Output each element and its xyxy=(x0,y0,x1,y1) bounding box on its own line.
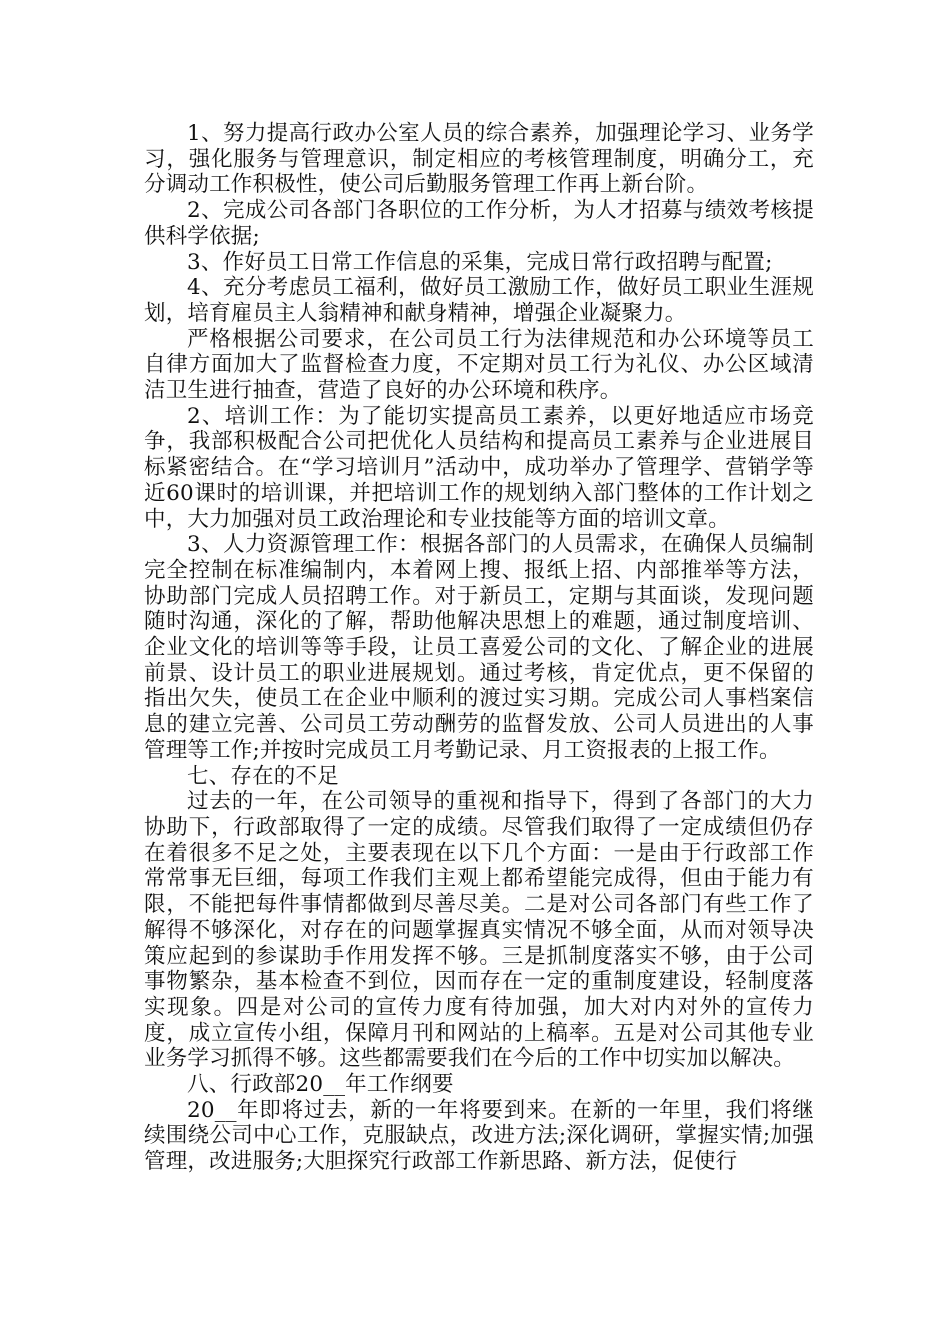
section-heading-shortcomings: 七、存在的不足 xyxy=(187,763,339,789)
paragraph-goal-2: 2、完成公司各部门各职位的工作分析，为人才招募与绩效考核提供科学依据; xyxy=(144,198,814,249)
paragraph-hr-management: 3、人力资源管理工作：根据各部门的人员需求，在确保人员编制完全控制在标准编制内，本着网上搜、报纸上招、内部推举等方法，协助部门完成人员招聘工作。对于新员工，定期与其面谈，发现问题随时沟通，深化的了解，帮助他解决思想上的难题，通过制度培训、企业文化的培训等等手段，让员工喜爱公司的文化、了解企业的进展前景、设计员工的职业进展规划。通过考核，肯定优点，更不保留的指出欠失，使员工在企业中顺利的渡过实习期。完成公司人事档案信息的建立完善、公司员工劳动酬劳的监督发放、公司人员进出的人事管理等工作;并按时完成员工月考勤记录、月工资报表的上报工作。 xyxy=(144,532,814,763)
paragraph-goal-3: 3、作好员工日常工作信息的采集，完成日常行政招聘与配置; xyxy=(187,249,773,275)
paragraph-goal-4: 4、充分考虑员工福利，做好员工激励工作，做好员工职业生涯规划，培育雇员主人翁精神和献身精神，增强企业凝聚力。 xyxy=(144,275,814,326)
document-body xyxy=(144,121,814,1175)
paragraph-discipline: 严格根据公司要求，在公司员工行为法律规范和办公环境等员工自律方面加大了监督检查力度，不定期对员工行为礼仪、办公区域清洁卫生进行抽查，营造了良好的办公环境和秩序。 xyxy=(144,326,814,404)
paragraph-shortcomings: 过去的一年，在公司领导的重视和指导下，得到了各部门的大力协助下，行政部取得了一定的成绩。尽管我们取得了一定成绩但仍存在着很多不足之处，主要表现在以下几个方面：一是由于行政部工作常常事无巨细，每项工作我们主观上都希望能完成得，但由于能力有限，不能把每件事情都做到尽善尽美。二是对公司各部门有些工作了解得不够深化，对存在的问题掌握真实情况不够全面，从而对领导决策应起到的参谋助手作用发挥不够。三是抓制度落实不够，由于公司事物繁杂，基本检查不到位，因而存在一定的重制度建设，轻制度落实现象。四是对公司的宣传力度有待加强，加大对内对外的宣传力度，成立宣传小组，保障月刊和网站的上稿率。五是对公司其他专业业务学习抓得不够。这些都需要我们在今后的工作中切实加以解决。 xyxy=(144,789,814,1072)
paragraph-goal-1: 1、努力提高行政办公室人员的综合素养，加强理论学习、业务学习，强化服务与管理意识，制定相应的考核管理制度，明确分工，充分调动工作积极性，使公司后勤服务管理工作再上新台阶。 xyxy=(144,121,814,198)
paragraph-training: 2、培训工作：为了能切实提高员工素养，以更好地适应市场竞争，我部积极配合公司把优化人员结构和提高员工素养与企业进展目标紧密结合。在“学习培训月”活动中，成功举办了管理学、营销学等近60课时的培训课，并把培训工作的规划纳入部门整体的工作计划之中，大力加强对员工政治理论和专业技能等方面的培训文章。 xyxy=(144,403,814,532)
paragraph-work-outline: 20__年即将过去，新的一年将要到来。在新的一年里，我们将继续围绕公司中心工作，克服缺点，改进方法;深化调研，掌握实情;加强管理，改进服务;大胆探究行政部工作新思路、新方法，促使行 xyxy=(144,1097,814,1175)
section-heading-work-outline: 八、行政部20__年工作纲要 xyxy=(187,1072,454,1098)
